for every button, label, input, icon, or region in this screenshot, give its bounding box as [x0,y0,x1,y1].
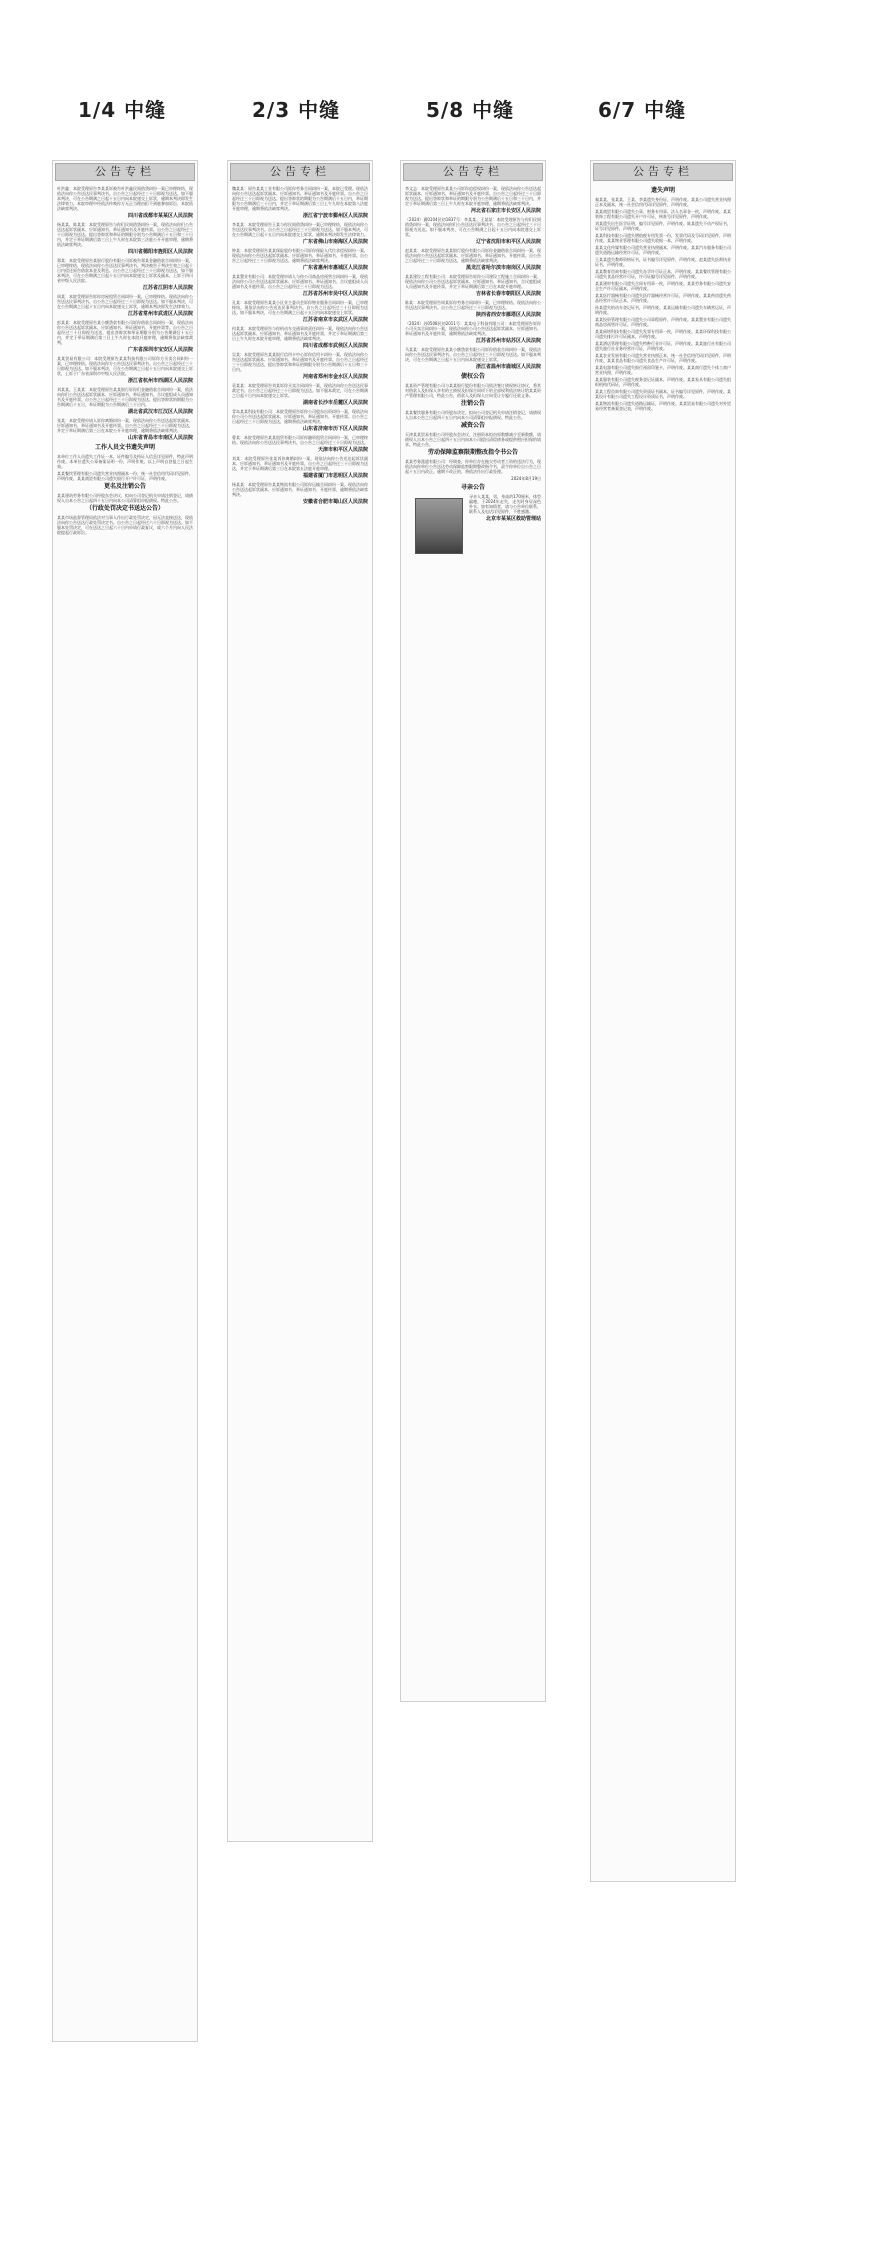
notice-column-4 [590,160,736,1882]
notice-heading: 湖南省长沙市岳麓区人民法院 [302,400,368,406]
notice-text: 吴某：本院受理原告某某银行信用卡中心诉你信用卡纠纷一案，现依法向你公告送达起诉状副本、应诉通知书、举证通知书及开庭传票。自公告之日起经过三十日即视为送达，提出答辩状和举证的期限分别为公告期满后十五日和三十日内。 [232,352,368,372]
notice-text: 某某市场监督管理局依法对当事人作出行政处罚决定，因无法直接送达，现依法向你公告送达行政处罚决定书。自公告之日起经过六十日即视为送达。如不服本处罚决定，可在送达之日起六十日内申请行政复议，或六个月内向人民法院提起行政诉讼。 [57,515,193,535]
notice-text: 寻亲人某某，男，身高约170厘米，体型偏瘦，于2024年走失，走失时身穿深色外衣。如有知情者，请与公告单位联系，联系人及电话详见原件，不胜感激。 [469,494,541,514]
notice-heading: 四川省成都市武侯区人民法院 [302,343,368,349]
notice-text: 某某餐饮服务有限公司经股东决定，拟向公司登记机关申请注销登记，请债权人自本公告之日起四十五日内向本公司清算组申报债权。特此公告。 [405,410,541,420]
notice-text: 李某某：本院受理原告王某与你民间借贷纠纷一案已审理终结，现依法向你公告送达民事判决书。自公告之日起经过三十日即视为送达。如不服本判决，可在公告期满之日起十五日内向本院递交上诉状，逾期本判决即发生法律效力。 [232,222,368,237]
column-label-1: 1/4 中缝 [78,98,167,122]
notice-text: 某某建筑劳务有限公司经股东会决议，拟向公司登记机关申请注销登记，请债权人自本公告之日起四十五日内向本公司清算组申报债权。特此公告。 [57,493,193,503]
notice-heading: 债权公告 [460,373,485,380]
notice-heading: 北京市某某区救助管理站 [485,516,541,522]
notice-text: 某某网络科技有限公司遗失发票专用章一枚，声明作废。某某环保科技有限公司遗失排污许可证副本，声明作废。 [595,329,731,339]
notice-text: 某某电器有限公司遗失银行预留印鉴卡，声明作废。某某商行遗失个体工商户营业执照，声明作废。 [595,365,731,375]
notice-heading: 四川省德阳市旌阳区人民法院 [127,249,193,255]
notice-heading: 减资公告 [460,422,485,429]
notice-text: 青岛某某科技有限公司：本院受理原告诉你公司股东出资纠纷一案，现依法向你公司公告送达起诉状副本、应诉通知书、举证通知书、开庭传票。自公告之日起经过三十日即视为送达，逾期将依法缺席判决。 [232,409,368,424]
notice-text: 周某：本院受理原告诉你房屋租赁合同纠纷一案，已审理终结。现依法向你公告送达民事判决书。自公告之日起经过三十日即视为送达。如不服本判决，可在公告期满之日起十五日内向本院递交上诉状，逾期本判决即发生法律效力。 [57,294,193,309]
column-body [53,183,197,540]
notice-text: 某某物流有限公司遗失道路运输证，声明作废。某某贸易有限公司遗失对外贸易经营者备案登记表，声明作废。 [595,401,731,411]
notice-heading: （行政处罚决定书送达公告） [85,505,164,512]
notice-text: 秦某某、张某某、王某、李某遗失身份证，声明作废。某某公司遗失营业执照正本及副本，统一社会信用代码详见原件，声明作废。 [595,197,731,207]
notice-heading: 吉林省长春市朝阳区人民法院 [475,291,541,297]
notice-heading: 湖北省武汉市江汉区人民法院 [127,409,193,415]
notice-column-2 [227,160,373,1842]
notice-text: 某某服装有限公司遗失税务登记证副本，声明作废。某某家具有限公司遗失组织机构代码证，声明作废。 [595,377,731,387]
missing-person-photo [415,498,463,554]
column-label-4: 6/7 中缝 [598,98,687,122]
column-body [228,183,372,511]
notice-text: 本单位工作人员遗失工作证一本，证件编号及持证人信息详见原件，特此声明作废。本单位遗失公章备案证明一份，声明作废。以上声明自登报之日起生效。 [57,454,193,469]
notice-text: 曹某：本院受理原告某某租赁有限公司诉你融资租赁合同纠纷一案，已审理终结。现依法向你公告送达民事判决书。自公告之日起经过三十日即视为送达。 [232,435,368,445]
notice-heading: 广东省深圳市宝安区人民法院 [127,347,193,353]
notice-text: 陈某：本院受理原告周某诉你劳务合同纠纷一案，已审理终结。现依法向你公告送达民事判决书。自公告之日起经过三十日即视为送达。 [405,300,541,310]
notice-heading: 黑龙江省哈尔滨市南岗区人民法院 [465,265,541,271]
notice-heading: 福建省厦门市思明区人民法院 [302,473,368,479]
notice-heading: 河南省郑州市金水区人民法院 [302,374,368,380]
notice-text: 某某投资管理有限公司遗失公司章程原件，声明作废。某某置业有限公司遗失商品房预售许可证，声明作废。 [595,317,731,327]
notice-text: 杨某某、陈某某：本院受理原告与你们民间借贷纠纷一案，现依法向你们公告送达起诉状副本、应诉通知书、举证通知书及开庭传票。自公告之日起经过三十日即视为送达。提出答辩状和举证的期限分别为公告期满后十五日和三十日内，并定于举证期满后第三日上午九时在本院第三法庭公开开庭审理，逾期将依法缺席判决。 [57,222,193,247]
notice-column-1 [52,160,198,2042]
notice-text: 马某某：本院受理原告某某小额贷款有限公司诉你借款合同纠纷一案，现依法向你公告送达民事判决书。自公告之日起经过三十日即视为送达。如不服本判决，可在公告期满之日起十五日内向本院递交上诉状。 [405,347,541,362]
notice-heading: 江苏省江阴市人民法院 [142,285,193,291]
notice-text: 何某某：本院受理原告与你机动车交通事故责任纠纷一案，现依法向你公告送达起诉状副本、应诉通知书、举证通知书及开庭传票，并定于举证期满后第三日上午九时在本院开庭审理，逾期将依法缺席判决。 [232,326,368,341]
notice-heading: 工作人员文书遗失声明 [94,444,155,451]
notice-text: 某某文化传媒有限公司遗失营业执照副本，声明作废。某某汽车服务有限公司遗失道路运输经营许可证，声明作废。 [595,245,731,255]
notice-text: 某某酒店管理有限公司遗失特种行业许可证，声明作废。某某旅行社有限公司遗失旅行社业务经营许可证，声明作废。 [595,341,731,351]
notice-heading: 寻亲公告 [460,484,485,491]
notice-text: 某某贸易有限公司：本院受理原告某某科技有限公司诉你方买卖合同纠纷一案，已审理终结。现依法向你方公告送达民事判决书。自公告之日起经过三十日即视为送达。如不服本判决，可在公告期满之日起十五日内向本院递交上诉状，上诉于广东省深圳市中级人民法院。 [57,356,193,376]
notice-heading: 劳动保障监察限期整改指令书公告 [427,449,518,456]
notice-text: 孔某：本院受理原告某某小区业主委员会诉你物业服务合同纠纷一案，已审理终结，现依法向你公告送达民事判决书。自公告之日起经过三十日即视为送达。如不服本判决，可在公告期满之日起十五日内向本院递交上诉状。 [232,300,368,315]
notice-date: 2024年8月19日 [511,476,541,481]
notice-text: 郑某：本院受理原告某银行股份有限公司诉被告郑某金融借款合同纠纷一案，已审理终结，现依法向你公告送达民事判决书。判决被告于判决生效之日起十日内偿还原告借款本金及利息。自公告之日起经过三十日即视为送达，如不服本判决，可在公告期满之日起十五日内向本院递交上诉状及副本，上诉于四川省中级人民法院。 [57,258,193,283]
column-label-3: 5/8 中缝 [426,98,515,122]
notice-column-3 [400,160,546,1702]
notice-text: 王某某遗失教师资格证书，证书编号详见原件，声明作废。赵某遗失医师执业证书，声明作废。 [595,257,731,267]
column-banner: 公告专栏 [403,163,543,181]
notice-text: 刘某某、王某某：本院受理原告某某银行诉你们金融借款合同纠纷一案，依法向你们公告送达起诉状副本、应诉通知书、举证通知书、合议庭组成人员通知书及开庭传票。自公告之日起经过三十日即视为送达。提出答辩状的期限为公告期满后十五日，举证期限为公告期满后三十日内。 [57,387,193,407]
notice-heading: 安徽省合肥市蜀山区人民法院 [302,499,368,505]
notice-heading: 更名及注销公告 [103,483,146,490]
notice-text: 刘某：本院受理原告张某诉你离婚纠纷一案，现依法向你公告送达起诉状副本、应诉通知书、举证通知书及开庭传票。自公告之日起经过三十日即视为送达，并定于举证期满后第三日在本院第五法庭开庭审理。 [232,456,368,471]
notice-text: 彭某某：本院受理原告某小额贷款有限公司诉你借款合同纠纷一案，现依法向你公告送达起诉状副本、应诉通知书、举证通知书、开庭传票等。自公告之日起经过三十日即视为送达，提出答辩状和举证期限分别为公告期满后十五日内，并定于举证期满后第三日上午九时在本院开庭审理，逾期将依法缺席裁判。 [57,320,193,345]
notice-text: （2024）苏0508民初2011号：某某电子科技有限公司：本院受理原告诉你公司买卖合同纠纷一案，现依法向你公司公告送达起诉状副本、应诉通知书、举证通知书及开庭传票，逾期将依法缺席判决。 [405,321,541,336]
notice-heading: 江苏省苏州市姑苏区人民法院 [475,338,541,344]
notice-text: 某某商贸有限公司遗失公章、财务专用章、法人名章各一枚，声明作废。某某装饰工程有限公司遗失开户许可证，核准号详见原件，声明作废。 [595,209,731,219]
notice-heading: 浙江省杭州市西湖区人民法院 [127,378,193,384]
notice-text: 某某农业发展有限公司遗失营业执照正本，统一社会信用代码详见原件，声明作废。某某食品有限公司遗失食品生产许可证，声明作废。 [595,353,731,363]
column-body [401,183,545,528]
column-body [591,183,735,416]
column-banner: 公告专栏 [55,163,195,181]
column-banner: 公告专栏 [593,163,733,181]
notice-heading: 江苏省常州市武进区人民法院 [127,311,193,317]
notice-text: 某某科技有限公司遗失增值税专用发票一份，发票代码及号码详见原件，声明作废。某某物业管理有限公司遗失收据一本，声明作废。 [595,233,731,243]
notice-text: 某某医疗器械有限公司遗失医疗器械经营许可证，声明作废。某某药房遗失药品经营许可证正本，声明作废。 [595,293,731,303]
notice-text: 天津某某贸易有限公司经股东会决议，注册资本拟由原数额减少至新数额，请债权人自本公告之日起四十五日内向本公司提出清偿债务或提供相应担保的请求。特此公告。 [405,432,541,447]
notice-text: 叶洪鑫：本院受理原告李某某诉被告叶洪鑫民间借贷纠纷一案已审理终结，现依法向你公告送达民事判决书。自公告之日起经过三十日即视为送达。如不服本判决，可在公告期满之日起十五日内向本院递交上诉状，逾期本判决即发生法律效力。本院审理中经依法传唤你方无正当理由拒不到庭参加诉讼，本院依法缺席判决。 [57,186,193,211]
notice-heading: 山东省青岛市市南区人民法院 [127,435,193,441]
notice-heading: 广东省佛山市南海区人民法院 [302,239,368,245]
column-banner: 公告专栏 [230,163,370,181]
notice-heading: 山东省济南市历下区人民法院 [302,426,368,432]
notice-text: 某某劳务派遣有限公司：经调查，你单位存在拖欠劳动者工资的违法行为，现依法向你单位公告送达劳动保障监察限期整改指令书，责令你单位自公告之日起十五日内改正。逾期不改正的，将依法作出行政处理。 [405,459,541,474]
notice-text: 魏某某：原告某某工业有限公司诉你劳务合同纠纷一案，本院已受理。现依法向你公告送达起诉状副本、应诉通知书、举证通知书及开庭传票。自公告之日起经过三十日即视为送达。提出答辩状的期限为公告期满后十五日内，举证期限为公告期满后三十日内，并定于举证期满后第三日上午九时在本院第八法庭开庭审理，逾期将依法缺席判决。 [232,186,368,211]
notice-heading: 辽宁省沈阳市和平区人民法院 [475,239,541,245]
notice-heading: 浙江省温州市鹿城区人民法院 [475,364,541,370]
notice-text: 刘某遗失出生医学证明，编号详见原件，声明作废。陈某遗失不动产权证书，证号详见原件，声明作废。 [595,221,731,231]
notice-text: 某某建设工程有限公司：本院受理原告诉你公司建设工程施工合同纠纷一案，现依法向你公司公告送达起诉状副本、应诉通知书、举证通知书、合议庭组成人员通知书及开庭传票，并定于举证期满后第三日在本院开庭审理。 [405,274,541,289]
notice-text: 钟某：本院受理原告某某保险股份有限公司诉你保险人代位求偿权纠纷一案，现依法向你公告送达起诉状副本、应诉通知书、举证通知书、开庭传票。自公告之日起经过三十日即视为送达，逾期将依法缺席判决。 [232,248,368,263]
notice-text: 杨某某：本院受理原告某某物流有限公司诉你运输合同纠纷一案，现依法向你公告送达起诉状副本、应诉通知书、举证通知书、开庭传票，逾期将依法缺席判决。 [232,482,368,497]
notice-text: 某某资产管理有限公司与某某银行股份有限公司依法签订债权转让协议，将其对借款人及担保人享有的主债权及担保合同项下的全部权利依法转让给某某资产管理有限公司，特此公告，借款人及担保人应向受让方履行还款义务。 [405,383,541,398]
notice-text: 袁某某：本院受理原告刘某诉你买卖合同纠纷一案，现依法向你公告送达民事裁定书。自公告之日起经过三十日即视为送达。如不服本裁定，可在公告期满之日起十日内向本院递交上诉状。 [232,383,368,398]
notice-text: 某某教育咨询有限公司遗失办学许可证正本，声明作废。某某餐饮管理有限公司遗失食品经营许可证，许可证编号详见原件，声明作废。 [595,269,731,279]
notice-text: 某某工程咨询有限公司遗失资质证书副本，证书编号详见原件，声明作废。某某设计有限公司遗失工程设计资质证书，声明作废。 [595,389,731,399]
notice-heading: 注销公告 [460,400,485,407]
notice-text: 孙某遗失机动车登记证书，声明作废。某某运输有限公司遗失车辆营运证，声明作废。 [595,305,731,315]
notice-heading: 浙江省宁波市鄞州区人民法院 [302,213,368,219]
notice-heading: 遗失声明 [650,187,675,194]
notice-heading: 江苏省苏州市吴中区人民法院 [302,291,368,297]
notice-text: 某某餐饮管理有限公司遗失营业执照副本一份，统一社会信用代码详见原件，声明作废。某某商贸有限公司遗失银行开户许可证，声明作废。 [57,471,193,481]
notice-heading: 河北省石家庄市长安区人民法院 [470,208,541,214]
notice-heading: 天津市和平区人民法院 [317,447,368,453]
notice-heading: 广东省惠州市惠城区人民法院 [302,265,368,271]
notice-text: 李文志：本院受理原告某某公司诉你追偿权纠纷一案，现依法向你公告送达起诉状副本、应诉通知书、举证通知书及开庭传票。自公告之日起经过三十日即视为送达。提出答辩状和举证的期限分别为公告期满后十五日和三十日内，并定于举证期满后第三日上午九时在本院开庭审理，逾期将依法缺席判决。 [405,186,541,206]
notice-text: 某某建材有限公司遗失合同专用章一枚，声明作废。某某劳务有限公司遗失安全生产许可证副本，声明作废。 [595,281,731,291]
notice-text: 张某：本院受理申请人诉你离婚纠纷一案，现依法向你公告送达起诉状副本、应诉通知书、举证通知书及开庭传票。自公告之日起经过三十日即视为送达，并定于举证期满后第三日在本院公开开庭审理，逾期将依法缺席判决。 [57,418,193,433]
notice-text: （2024）冀0104民初1837号：李某某、王某某：本院受理原告与你们民间借贷纠纷一案，现依法向你们公告送达民事判决书。自公告之日起经过三十日即视为送达。如不服本判决，可在公告期满之日起十五日内向本院递交上诉状。 [405,217,541,237]
notice-heading: 江苏省南京市玄武区人民法院 [302,317,368,323]
notice-text: 某某置业有限公司：本院受理申请人与你公司商品房预售合同纠纷一案，现依法向你公司公告送达起诉状副本、应诉通知书、举证通知书、合议庭组成人员通知书及开庭传票。自公告之日起经过三十日即视为送达。 [232,274,368,289]
notice-text: 赵某某：本院受理原告某某银行股份有限公司诉你金融借款合同纠纷一案，现依法向你公告送达起诉状副本、应诉通知书、举证通知书、开庭传票。自公告之日起经过三十日即视为送达，逾期将依法缺席判决。 [405,248,541,263]
notice-heading: 四川省成都市某某区人民法院 [127,213,193,219]
column-label-2: 2/3 中缝 [252,98,341,122]
notice-heading: 陕西省西安市雁塔区人民法院 [475,312,541,318]
